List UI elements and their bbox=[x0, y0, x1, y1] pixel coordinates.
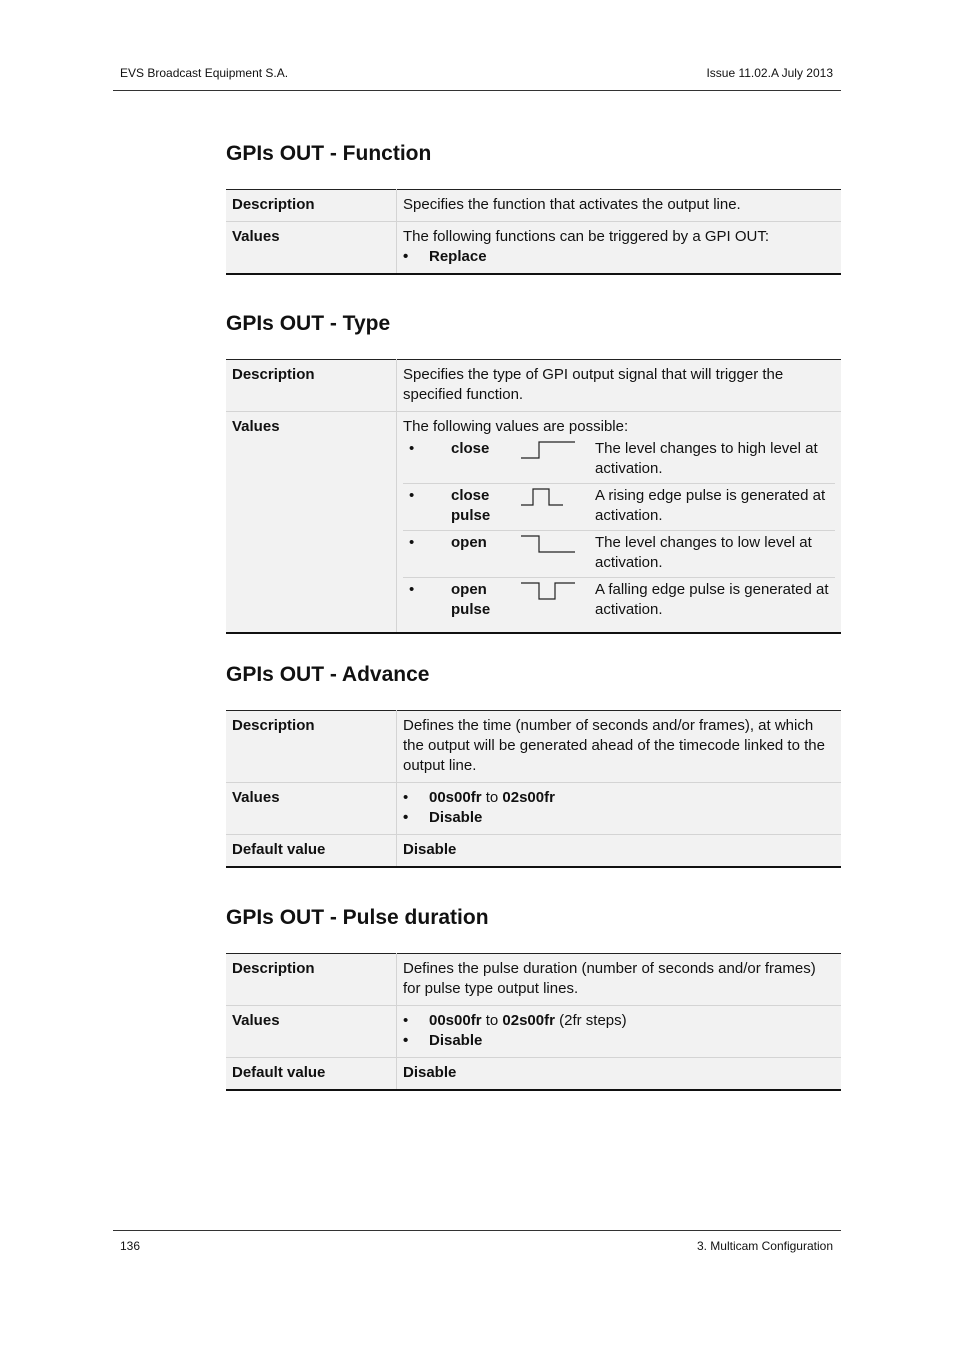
list-item bbox=[403, 788, 835, 808]
header-issue: Issue 11.02.A July 2013 bbox=[706, 66, 833, 80]
pulse-duration-default: Disable bbox=[397, 1058, 842, 1091]
table-row bbox=[226, 1058, 841, 1091]
page-footer bbox=[113, 1230, 841, 1253]
signal-level-high-icon bbox=[519, 439, 577, 461]
signal-type-list bbox=[403, 437, 835, 624]
values-label: Values bbox=[226, 222, 397, 275]
footer-chapter: 3. Multicam Configuration bbox=[696, 1239, 833, 1253]
range-note: (2fr steps) bbox=[559, 1012, 627, 1029]
table-row bbox=[226, 954, 841, 1006]
table-row bbox=[226, 412, 841, 634]
list-item: • open pulse A falling edge pulse is generated at activation. bbox=[403, 578, 835, 625]
advance-table bbox=[226, 710, 841, 868]
function-value-item: • Replace bbox=[403, 247, 835, 267]
table-row bbox=[226, 360, 841, 412]
pulse-duration-description: Defines the pulse duration (number of seconds and/or frames) for pulse type output lines. bbox=[397, 954, 842, 1006]
values-label: Values bbox=[226, 1006, 397, 1058]
function-description: Specifies the function that activates the output line. bbox=[397, 190, 842, 222]
pulse-duration-values bbox=[397, 1006, 842, 1058]
header-company: EVS Broadcast Equipment S.A. bbox=[120, 66, 289, 80]
values-label: Values bbox=[226, 783, 397, 835]
signal-falling-pulse-icon bbox=[519, 580, 577, 602]
advance-description: Defines the time (number of seconds and/or frames), at which the output will be generated ahead of the timecode linked to the output line. bbox=[397, 711, 842, 783]
signal-name: close bbox=[445, 437, 513, 484]
section-title-pulse-duration: GPIs OUT - Pulse duration bbox=[226, 906, 489, 929]
signal-description: A falling edge pulse is generated at activation. bbox=[589, 578, 835, 625]
table-row bbox=[226, 190, 841, 222]
list-item: • close pulse A rising edge pulse is generated at activation. bbox=[403, 484, 835, 531]
signal-level-low-icon bbox=[519, 533, 577, 555]
table-row bbox=[226, 711, 841, 783]
table-row bbox=[226, 783, 841, 835]
section-title-advance: GPIs OUT - Advance bbox=[226, 663, 430, 686]
section-title-function: GPIs OUT - Function bbox=[226, 142, 432, 165]
list-item: • Disable bbox=[403, 1031, 835, 1051]
signal-name: close pulse bbox=[445, 484, 513, 531]
type-values bbox=[397, 412, 842, 634]
page-header bbox=[113, 66, 841, 91]
range-from: 00s00fr bbox=[429, 789, 482, 806]
range-to: 02s00fr bbox=[502, 1012, 555, 1029]
type-table bbox=[226, 359, 841, 634]
list-item: • close The level changes to high level at activation. bbox=[403, 437, 835, 484]
signal-name: open bbox=[445, 531, 513, 578]
description-label: Description bbox=[226, 190, 397, 222]
range-to-word: to bbox=[485, 789, 499, 806]
range-to-word: to bbox=[485, 1012, 499, 1029]
description-label: Description bbox=[226, 711, 397, 783]
type-values-intro: The following values are possible: bbox=[403, 418, 629, 435]
table-row bbox=[226, 835, 841, 868]
list-item bbox=[403, 1011, 835, 1031]
advance-default: Disable bbox=[397, 835, 842, 868]
default-value-label: Default value bbox=[226, 1058, 397, 1091]
table-row bbox=[226, 222, 841, 275]
default-value-label: Default value bbox=[226, 835, 397, 868]
description-label: Description bbox=[226, 360, 397, 412]
signal-name: open pulse bbox=[445, 578, 513, 625]
values-label: Values bbox=[226, 412, 397, 634]
list-item: • open The level changes to low level at activation. bbox=[403, 531, 835, 578]
signal-description: The level changes to high level at activation. bbox=[589, 437, 835, 484]
type-description: Specifies the type of GPI output signal that will trigger the specified function. bbox=[397, 360, 842, 412]
signal-rising-pulse-icon bbox=[519, 486, 577, 508]
signal-description: The level changes to low level at activation. bbox=[589, 531, 835, 578]
function-values-intro: The following functions can be triggered by a GPI OUT: bbox=[403, 228, 770, 245]
range-to: 02s00fr bbox=[502, 789, 555, 806]
page-number: 136 bbox=[120, 1239, 141, 1253]
list-item: • Disable bbox=[403, 808, 835, 828]
signal-description: A rising edge pulse is generated at activation. bbox=[589, 484, 835, 531]
table-row bbox=[226, 1006, 841, 1058]
range-from: 00s00fr bbox=[429, 1012, 482, 1029]
function-values bbox=[397, 222, 842, 275]
pulse-duration-table bbox=[226, 953, 841, 1091]
section-title-type: GPIs OUT - Type bbox=[226, 312, 391, 335]
function-table bbox=[226, 189, 841, 275]
advance-values bbox=[397, 783, 842, 835]
description-label: Description bbox=[226, 954, 397, 1006]
